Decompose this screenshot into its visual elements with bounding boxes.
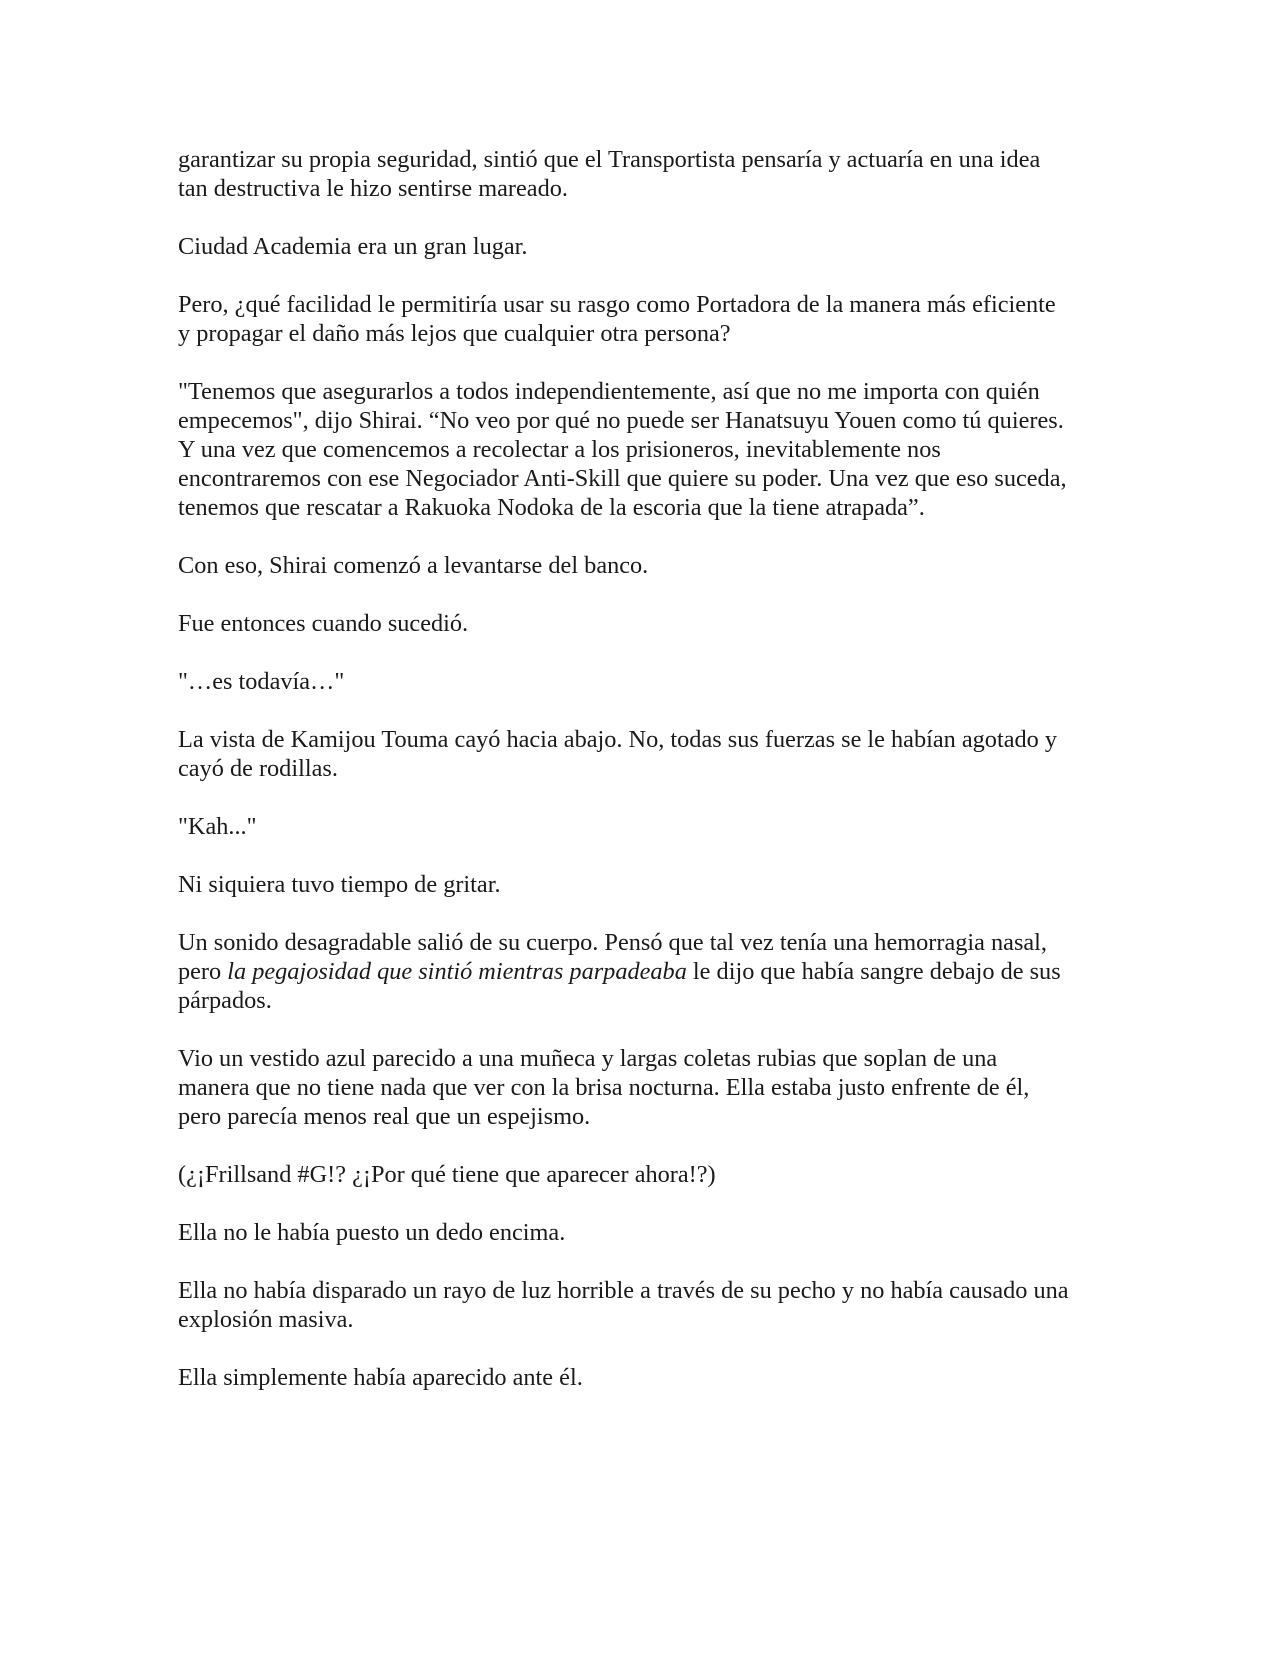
text-line: Un sonido desagradable salió de su cuerpo. Pensó que tal vez tenía una hemorragia nasal, <box>178 929 1048 956</box>
document-page <box>178 145 1118 1421</box>
paragraph <box>178 812 1118 841</box>
text-line: cayó de rodillas. <box>178 755 338 782</box>
paragraph <box>178 377 1118 522</box>
text-line: (¿¡Frillsand #G!? ¿¡Por qué tiene que aparecer ahora!?) <box>178 1161 716 1188</box>
paragraph <box>178 1160 1118 1189</box>
text-line: "Tenemos que asegurarlos a todos independientemente, así que no me importa con quién <box>178 378 1040 405</box>
text-line: Con eso, Shirai comenzó a levantarse del banco. <box>178 552 649 579</box>
paragraph <box>178 145 1118 203</box>
text-line: Pero, ¿qué facilidad le permitiría usar su rasgo como Portadora de la manera más eficiente <box>178 291 1056 318</box>
text-line: y propagar el daño más lejos que cualquier otra persona? <box>178 320 731 347</box>
paragraph <box>178 1218 1118 1247</box>
paragraph <box>178 1044 1118 1131</box>
text-line: tenemos que rescatar a Rakuoka Nodoka de la escoria que la tiene atrapada”. <box>178 494 925 521</box>
text-line: "…es todavía…" <box>178 668 345 695</box>
text-line: explosión masiva. <box>178 1306 354 1333</box>
paragraph <box>178 928 1118 1015</box>
paragraph <box>178 1363 1118 1392</box>
text-line: "Kah..." <box>178 813 257 840</box>
paragraph <box>178 232 1118 261</box>
text-line: Ella no había disparado un rayo de luz horrible a través de su pecho y no había causado una <box>178 1277 1069 1304</box>
text-segment: le dijo que había sangre debajo de sus <box>686 958 1061 985</box>
text-line: Ni siquiera tuvo tiempo de gritar. <box>178 871 501 898</box>
text-line: garantizar su propia seguridad, sintió que el Transportista pensaría y actuaría en una idea <box>178 146 1041 173</box>
text-line: Vio un vestido azul parecido a una muñeca y largas coletas rubias que soplan de una <box>178 1045 998 1072</box>
text-line: Ciudad Academia era un gran lugar. <box>178 233 528 260</box>
text-line: manera que no tiene nada que ver con la brisa nocturna. Ella estaba justo enfrente de él, <box>178 1074 1030 1101</box>
paragraph <box>178 667 1118 696</box>
paragraph <box>178 870 1118 899</box>
text-line: Fue entonces cuando sucedió. <box>178 610 469 637</box>
text-line: La vista de Kamijou Touma cayó hacia abajo. No, todas sus fuerzas se le habían agotado y <box>178 726 1058 753</box>
text-line: Y una vez que comencemos a recolectar a los prisioneros, inevitablemente nos <box>178 436 941 463</box>
text-line: empecemos", dijo Shirai. “No veo por qué no puede ser Hanatsuyu Youen como tú quieres. <box>178 407 1064 434</box>
paragraph <box>178 1276 1118 1334</box>
text-line: párpados. <box>178 987 272 1014</box>
text-line: Ella simplemente había aparecido ante él. <box>178 1364 583 1391</box>
italic-text: la pegajosidad que sintió mientras parpadeaba <box>227 958 687 985</box>
paragraph <box>178 725 1118 783</box>
paragraph <box>178 290 1118 348</box>
text-line: tan destructiva le hizo sentirse mareado. <box>178 175 568 202</box>
paragraph <box>178 609 1118 638</box>
text-line: encontraremos con ese Negociador Anti-Skill que quiere su poder. Una vez que eso suceda, <box>178 465 1067 492</box>
text-line: Ella no le había puesto un dedo encima. <box>178 1219 566 1246</box>
paragraph <box>178 551 1118 580</box>
text-segment: pero <box>178 958 228 985</box>
text-line: pero parecía menos real que un espejismo. <box>178 1103 591 1130</box>
